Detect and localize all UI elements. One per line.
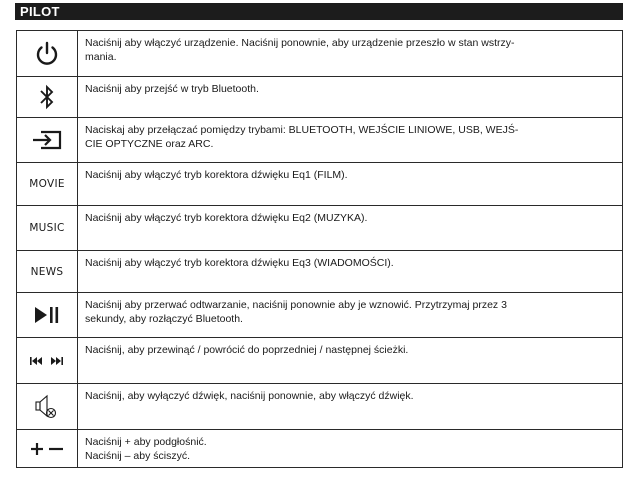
description-line: Naciśnij – aby ściszyć. <box>85 450 191 462</box>
icon-cell <box>17 338 78 384</box>
previous-next-track-icon <box>17 356 77 366</box>
icon-cell <box>17 251 78 293</box>
description-line: Naciśnij aby przerwać odtwarzanie, naciśnij ponownie aby je wznowić. Przytrzymaj przez 3 <box>85 299 507 311</box>
music-button-label: MUSIC <box>29 222 65 234</box>
remote-buttons-table <box>16 30 623 468</box>
table-row <box>17 338 623 384</box>
table-row <box>17 430 623 468</box>
description-cell <box>78 338 623 384</box>
table-row <box>17 206 623 251</box>
description-cell <box>78 31 623 77</box>
play-pause-icon <box>17 305 77 325</box>
table-row <box>17 384 623 430</box>
description-cell <box>78 118 623 163</box>
mute-icon <box>17 393 77 421</box>
description-line: Naciśnij aby włączyć tryb korektora dźwięku Eq3 (WIADOMOŚCI). <box>85 257 394 269</box>
description-line: Naciśnij, aby przewinąć / powrócić do poprzedniej / następnej ścieżki. <box>85 344 409 356</box>
description-line: Naciśnij aby włączyć tryb korektora dźwięku Eq2 (MUZYKA). <box>85 212 368 224</box>
description-line: CIE OPTYCZNE oraz ARC. <box>85 138 214 150</box>
table-row <box>17 77 623 118</box>
description-line: Naciśnij + aby podgłośnić. <box>85 436 207 448</box>
description-line: Naciśnij aby włączyć urządzenie. Naciśnij ponownie, aby urządzenie przeszło w stan wstrzy- <box>85 37 515 49</box>
icon-cell <box>17 77 78 118</box>
description-line: sekundy, aby rozłączyć Bluetooth. <box>85 313 243 325</box>
description-cell <box>78 77 623 118</box>
table-row <box>17 163 623 206</box>
description-cell <box>78 293 623 338</box>
description-cell <box>78 206 623 251</box>
table-row <box>17 251 623 293</box>
bluetooth-icon <box>17 84 77 110</box>
news-button-label: NEWS <box>30 265 64 278</box>
section-header <box>15 3 623 20</box>
description-cell <box>78 430 623 468</box>
section-title: PILOT <box>20 4 60 19</box>
table-row <box>17 293 623 338</box>
description-line: Naciskaj aby przełączać pomiędzy trybami: BLUETOOTH, WEJŚCIE LINIOWE, USB, WEJŚ- <box>85 124 519 136</box>
description-line: Naciśnij aby przejść w tryb Bluetooth. <box>85 83 259 95</box>
input-source-icon <box>17 129 77 151</box>
table-row <box>17 31 623 77</box>
movie-button-label: MOVIE <box>29 178 65 190</box>
icon-cell <box>17 118 78 163</box>
description-line: Naciśnij aby włączyć tryb korektora dźwięku Eq1 (FILM). <box>85 169 348 181</box>
table-row <box>17 118 623 163</box>
description-cell <box>78 251 623 293</box>
icon-cell <box>17 163 78 206</box>
description-line: mania. <box>85 51 117 63</box>
volume-plus-minus-icon <box>17 441 77 457</box>
icon-cell <box>17 293 78 338</box>
icon-cell <box>17 206 78 251</box>
description-cell <box>78 384 623 430</box>
icon-cell <box>17 384 78 430</box>
description-cell <box>78 163 623 206</box>
icon-cell <box>17 430 78 468</box>
icon-cell <box>17 31 78 77</box>
power-icon <box>17 40 77 68</box>
description-line: Naciśnij, aby wyłączyć dźwięk, naciśnij ponownie, aby włączyć dźwięk. <box>85 390 414 402</box>
